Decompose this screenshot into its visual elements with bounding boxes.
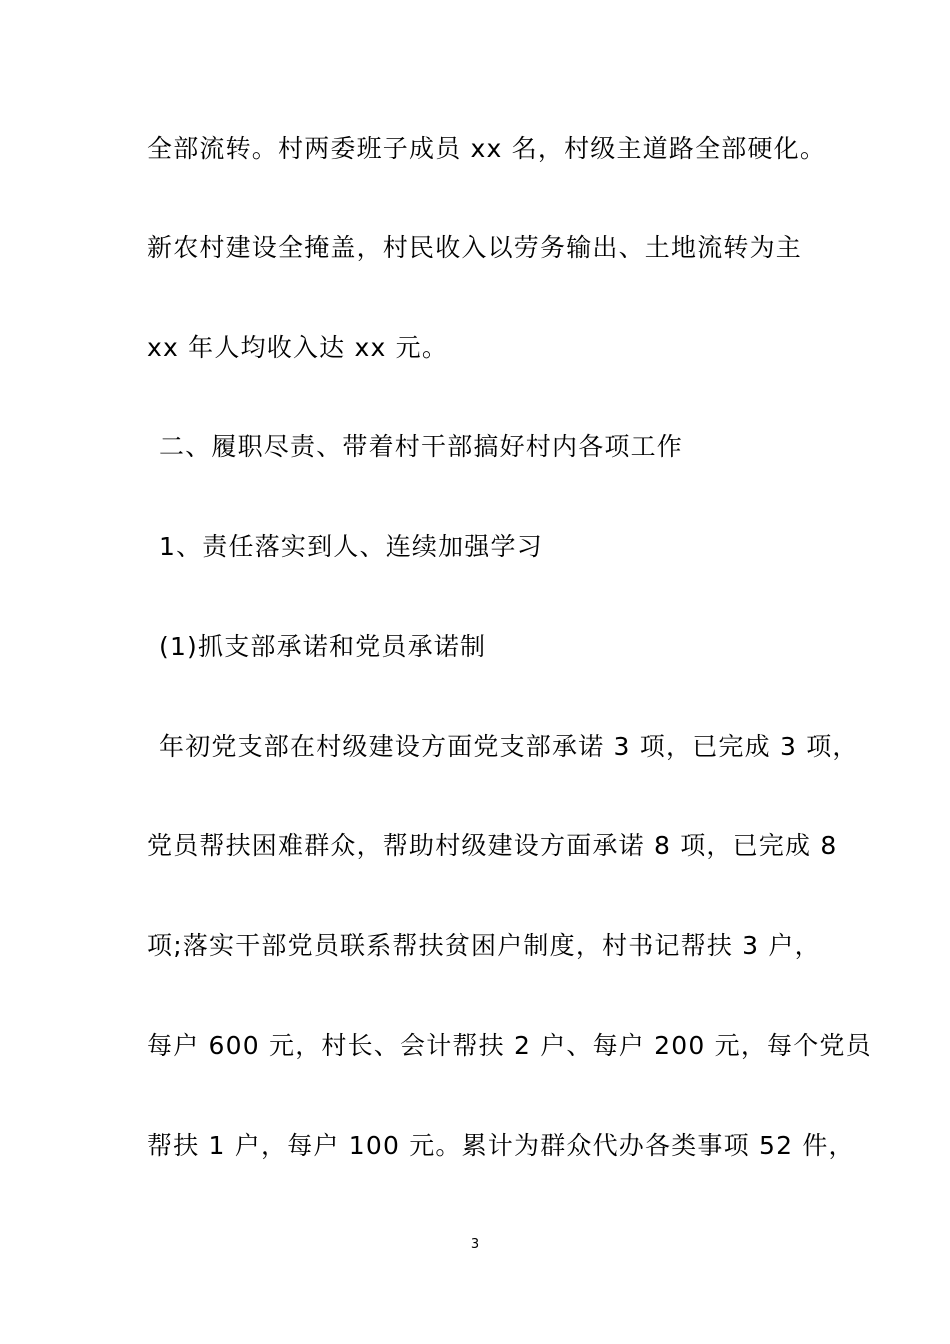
item-heading: (1)抓支部承诺和党员承诺制 — [159, 632, 487, 661]
text-line: 新农村建设全掩盖，村民收入以劳务输出、土地流转为主 — [147, 233, 803, 262]
text-line: 党员帮扶困难群众，帮助村级建设方面承诺 8 项，已完成 8 — [147, 831, 838, 860]
text-line: xx 年人均收入达 xx 元。 — [147, 333, 449, 362]
section-heading: 二、履职尽责、带着村干部搞好村内各项工作 — [159, 432, 684, 461]
text-line: 每户 600 元，村长、会计帮扶 2 户、每户 200 元，每个党员 — [147, 1031, 872, 1060]
page-number: 3 — [470, 1237, 480, 1252]
subsection-heading: 1、责任落实到人、连续加强学习 — [159, 532, 543, 561]
text-line: 全部流转。村两委班子成员 xx 名，村级主道路全部硬化。 — [147, 134, 827, 163]
text-line: 帮扶 1 户，每户 100 元。累计为群众代办各类事项 52 件， — [147, 1131, 855, 1160]
text-line: 年初党支部在村级建设方面党支部承诺 3 项，已完成 3 项， — [159, 732, 859, 761]
text-line: 项;落实干部党员联系帮扶贫困户制度，村书记帮扶 3 户， — [147, 931, 821, 960]
